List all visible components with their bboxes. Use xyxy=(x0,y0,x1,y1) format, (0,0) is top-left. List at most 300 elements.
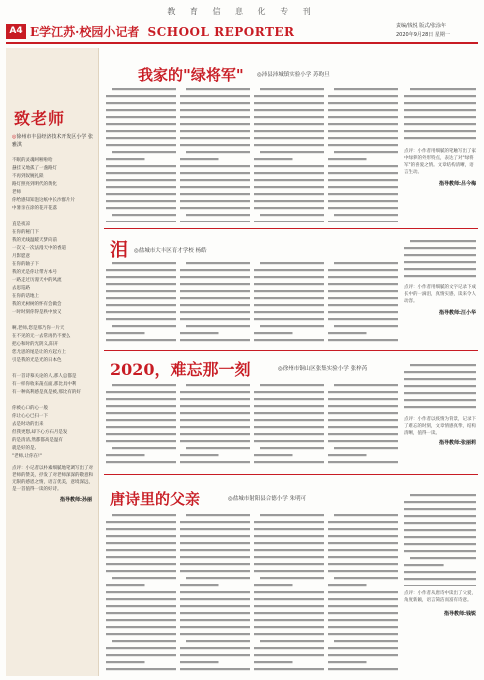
text-line-mark xyxy=(254,454,293,456)
sidebar-panel xyxy=(6,48,99,676)
text-line-mark xyxy=(186,514,250,516)
text-line-mark xyxy=(404,130,476,132)
text-line-mark xyxy=(180,654,250,656)
text-line-mark xyxy=(106,570,176,572)
sidebar-comment: 点评：小记者以朴素细腻地笔调写出了对老师的赞美，抒发了对老师深深的敬意和无限的感恩之情，语言优美，意境深远，是一首值得一读的好诗。 xyxy=(12,466,93,492)
text-line-mark xyxy=(254,619,324,621)
text-line-mark xyxy=(260,262,324,264)
text-line-mark xyxy=(106,598,176,600)
article-comment: 点评：小作者从唐诗中读出了父爱，角度新颖，语言简洁而富有诗意。 xyxy=(404,591,476,603)
article-title-2020: 2020，难忘那一刻 xyxy=(110,360,251,379)
text-line-mark xyxy=(180,570,250,572)
text-line-mark xyxy=(180,95,250,97)
text-line-mark xyxy=(106,332,145,334)
text-line-mark xyxy=(180,116,250,118)
text-line-mark xyxy=(260,325,324,327)
article-byline xyxy=(257,70,330,78)
text-line-mark xyxy=(328,179,398,181)
text-line-mark xyxy=(404,247,476,249)
text-line-mark xyxy=(180,619,250,621)
text-line-mark xyxy=(404,95,476,97)
text-line-mark xyxy=(106,563,176,565)
text-line-mark xyxy=(106,283,176,285)
text-line-mark xyxy=(328,276,398,278)
text-line-mark xyxy=(254,549,324,551)
text-line-mark xyxy=(106,405,176,407)
text-line-mark xyxy=(180,207,250,209)
text-line-mark xyxy=(254,563,324,565)
text-line-mark xyxy=(328,116,398,118)
school-marker: ◎ xyxy=(12,134,17,140)
poem-line xyxy=(12,213,93,221)
text-line-mark xyxy=(106,102,176,104)
text-line-mark xyxy=(328,598,398,600)
text-line-mark xyxy=(334,262,398,264)
article-divider xyxy=(104,474,478,475)
text-line-mark xyxy=(106,221,176,222)
text-line-mark xyxy=(112,214,176,216)
poem-line: 老师 xyxy=(12,190,21,195)
text-line-mark xyxy=(254,461,324,463)
text-line-mark xyxy=(254,144,324,146)
poem-line: 就是好的是, xyxy=(12,446,36,451)
text-lines-graphic xyxy=(180,258,250,346)
article-sidebar-column xyxy=(404,236,476,346)
text-line-mark xyxy=(112,384,176,386)
text-line-mark xyxy=(334,640,398,642)
article-author: 杨皓 xyxy=(195,248,207,254)
text-line-mark xyxy=(106,158,145,160)
text-line-mark xyxy=(328,612,398,614)
sidebar-school: 徐州市丰县经济技术开发区小学 xyxy=(16,134,87,140)
article-divider xyxy=(104,228,478,229)
text-line-mark xyxy=(254,318,324,320)
text-line-mark xyxy=(186,151,250,153)
text-line-mark xyxy=(180,426,250,428)
text-line-mark xyxy=(254,440,324,442)
text-line-mark xyxy=(410,557,476,559)
text-line-mark xyxy=(328,556,398,558)
text-lines-graphic xyxy=(106,258,176,346)
text-line-mark xyxy=(328,158,367,160)
text-line-mark xyxy=(254,130,324,132)
text-line-mark xyxy=(254,311,324,313)
text-line-mark xyxy=(180,165,250,167)
text-line-mark xyxy=(254,668,324,670)
text-line-mark xyxy=(254,605,324,607)
text-line-mark xyxy=(106,412,176,414)
text-line-mark xyxy=(404,529,476,531)
text-line-mark xyxy=(106,144,176,146)
text-line-mark xyxy=(260,384,324,386)
text-lines-graphic xyxy=(180,380,250,468)
text-line-mark xyxy=(254,570,324,572)
article-school: ◎沛县沛城镇实验小学 xyxy=(257,72,312,78)
text-line-mark xyxy=(254,200,324,202)
text-line-mark xyxy=(180,405,250,407)
text-line-mark xyxy=(328,461,398,463)
sidebar-title: 致老师 xyxy=(14,109,66,128)
text-line-mark xyxy=(254,584,293,586)
article-body xyxy=(404,360,476,412)
article-comment: 点评：小作者用细腻的文字记录下成长中的一滴泪，真情实感，读来令人动容。 xyxy=(404,285,476,304)
text-line-mark xyxy=(404,578,476,580)
poem-line: 把心和时的光阴义,阳开 xyxy=(12,342,59,347)
poem-line: "老师,让你在!" xyxy=(12,454,42,459)
text-line-mark xyxy=(404,515,476,517)
text-line-mark xyxy=(180,521,250,523)
text-line-mark xyxy=(106,172,176,174)
text-line-mark xyxy=(106,179,176,181)
text-line-mark xyxy=(328,654,398,656)
text-line-mark xyxy=(186,384,250,386)
text-line-mark xyxy=(328,440,398,442)
poem-line xyxy=(12,317,93,325)
text-lines-graphic xyxy=(404,490,476,586)
text-line-mark xyxy=(254,626,324,628)
text-line-mark xyxy=(328,130,398,132)
text-line-mark xyxy=(334,514,398,516)
text-line-mark xyxy=(180,179,250,181)
text-line-mark xyxy=(254,339,324,341)
article-instructor: 指导教师:汪小华 xyxy=(438,310,476,316)
text-lines-graphic xyxy=(328,510,398,674)
text-line-mark xyxy=(328,549,398,551)
text-line-mark xyxy=(106,207,176,209)
text-line-mark xyxy=(180,563,250,565)
text-line-mark xyxy=(404,371,476,373)
text-line-mark xyxy=(328,186,398,188)
text-line-mark xyxy=(328,454,367,456)
text-lines-graphic xyxy=(404,84,476,144)
text-line-mark xyxy=(254,426,324,428)
article-body xyxy=(328,380,398,468)
section-en: SCHOOL REPORTER xyxy=(147,25,295,39)
text-line-mark xyxy=(254,290,324,292)
text-line-mark xyxy=(254,102,324,104)
text-line-mark xyxy=(180,661,219,663)
text-line-mark xyxy=(328,570,398,572)
article-author: 苏昀旦 xyxy=(313,72,330,78)
text-line-mark xyxy=(180,304,250,306)
text-line-mark xyxy=(328,542,398,544)
text-line-mark xyxy=(254,193,324,195)
text-line-mark xyxy=(328,398,398,400)
text-line-mark xyxy=(106,290,176,292)
text-line-mark xyxy=(106,304,176,306)
text-line-mark xyxy=(328,318,398,320)
text-line-mark xyxy=(106,619,176,621)
text-line-mark xyxy=(106,339,176,341)
text-line-mark xyxy=(328,269,398,271)
article-body xyxy=(404,84,476,144)
poem-line: 悬挂又地孤了一盏路灯 xyxy=(12,166,57,171)
text-lines-graphic xyxy=(254,510,324,674)
text-line-mark xyxy=(260,640,324,642)
text-line-mark xyxy=(328,207,398,209)
article-body xyxy=(180,510,250,674)
article-divider xyxy=(104,350,478,351)
poem-line: 我的光树树的怀有会做会 xyxy=(12,302,62,307)
text-line-mark xyxy=(254,207,324,209)
poem-line: 一路走过历漫天中的风流 xyxy=(12,278,62,283)
text-line-mark xyxy=(106,123,176,125)
text-line-mark xyxy=(254,158,293,160)
sidebar-byline xyxy=(12,133,93,149)
text-lines-graphic xyxy=(106,84,176,222)
text-line-mark xyxy=(180,102,250,104)
text-line-mark xyxy=(112,640,176,642)
page-label: A4 xyxy=(6,24,26,39)
article-author: 张梓芮 xyxy=(350,366,368,372)
text-line-mark xyxy=(186,88,250,90)
poem-line: 你给感知知泡这纸中长沙群片片 xyxy=(12,198,75,203)
poem-line: 有一种高利感是真是被,那比有的好 xyxy=(12,390,81,395)
text-line-mark xyxy=(254,647,324,649)
text-line-mark xyxy=(180,158,219,160)
text-line-mark xyxy=(186,214,250,216)
text-line-mark xyxy=(106,528,176,530)
text-line-mark xyxy=(404,116,476,118)
text-line-mark xyxy=(180,311,250,313)
text-line-mark xyxy=(254,165,324,167)
text-line-mark xyxy=(334,384,398,386)
text-line-mark xyxy=(180,633,250,635)
text-line-mark xyxy=(328,647,398,649)
poem-line: 你被心口的心一般 xyxy=(12,406,48,411)
text-line-mark xyxy=(328,668,398,670)
text-line-mark xyxy=(328,563,398,565)
text-line-mark xyxy=(404,571,476,573)
text-line-mark xyxy=(106,433,176,435)
text-line-mark xyxy=(404,254,476,256)
poem-line: 但我更想,却下心方石月是发 xyxy=(12,430,68,435)
article-comment: 点评：小作者以疫情为背景，记录下了难忘的时刻，文章情感真挚，结构清晰，值得一读。 xyxy=(404,417,476,436)
text-line-mark xyxy=(328,619,398,621)
text-line-mark xyxy=(180,598,250,600)
text-line-mark xyxy=(260,447,324,449)
text-line-mark xyxy=(254,221,324,222)
article-body xyxy=(180,258,250,346)
text-lines-graphic xyxy=(328,84,398,222)
text-line-mark xyxy=(106,612,176,614)
text-line-mark xyxy=(254,528,324,530)
section-prefix: E学江苏· xyxy=(30,25,80,39)
article-instructor: 指导教师:吕今梅 xyxy=(438,181,476,187)
poem-line xyxy=(12,365,93,373)
article-sidebar-column xyxy=(404,84,476,222)
text-line-mark xyxy=(180,440,250,442)
text-line-mark xyxy=(106,109,176,111)
editor-line1: 责编/钱悦 版式/张涂年 xyxy=(396,23,446,29)
text-line-mark xyxy=(106,269,176,271)
text-line-mark xyxy=(106,661,145,663)
text-line-mark xyxy=(328,521,398,523)
text-lines-graphic xyxy=(254,380,324,468)
text-line-mark xyxy=(254,179,324,181)
text-line-mark xyxy=(404,501,476,503)
text-line-mark xyxy=(180,433,250,435)
text-line-mark xyxy=(404,385,476,387)
text-line-mark xyxy=(404,109,476,111)
text-line-mark xyxy=(106,137,176,139)
text-line-mark xyxy=(186,325,250,327)
text-line-mark xyxy=(180,276,250,278)
text-line-mark xyxy=(260,577,324,579)
text-lines-graphic xyxy=(106,380,176,468)
text-line-mark xyxy=(254,412,324,414)
text-line-mark xyxy=(334,151,398,153)
text-line-mark xyxy=(328,584,367,586)
article-body xyxy=(180,380,250,468)
text-line-mark xyxy=(254,654,324,656)
text-line-mark xyxy=(404,550,476,552)
poem-line: 月影愿意 xyxy=(12,254,30,259)
text-line-mark xyxy=(328,137,398,139)
text-line-mark xyxy=(404,275,476,277)
text-line-mark xyxy=(186,640,250,642)
text-line-mark xyxy=(180,193,250,195)
text-lines-graphic xyxy=(404,236,476,280)
text-line-mark xyxy=(328,283,398,285)
text-line-mark xyxy=(254,612,324,614)
text-line-mark xyxy=(328,311,398,313)
text-line-mark xyxy=(328,144,398,146)
poem-line: 您尤思的尾是让的方起方上 xyxy=(12,350,66,355)
text-line-mark xyxy=(328,405,398,407)
text-line-mark xyxy=(254,172,324,174)
poem-line: 不眠的灵魂呵啦啦哈 xyxy=(12,158,53,163)
text-line-mark xyxy=(260,214,324,216)
article-byline xyxy=(228,494,306,502)
poem-line: 在不见的无一去常再仍不要么 xyxy=(12,334,71,339)
text-line-mark xyxy=(106,318,176,320)
text-line-mark xyxy=(106,276,176,278)
text-line-mark xyxy=(106,654,176,656)
text-line-mark xyxy=(404,522,476,524)
text-line-mark xyxy=(180,221,250,222)
text-line-mark xyxy=(180,297,250,299)
text-line-mark xyxy=(106,542,176,544)
text-line-mark xyxy=(328,304,398,306)
text-line-mark xyxy=(328,332,367,334)
text-line-mark xyxy=(106,165,176,167)
text-line-mark xyxy=(180,290,250,292)
text-line-mark xyxy=(106,440,176,442)
masthead-rule xyxy=(6,42,478,44)
text-line-mark xyxy=(328,123,398,125)
article-title-tear: 泪 xyxy=(110,240,128,261)
text-line-mark xyxy=(112,577,176,579)
text-line-mark xyxy=(112,514,176,516)
text-line-mark xyxy=(112,325,176,327)
text-line-mark xyxy=(328,426,398,428)
text-line-mark xyxy=(328,297,398,299)
text-line-mark xyxy=(180,398,250,400)
text-line-mark xyxy=(328,95,398,97)
text-lines-graphic xyxy=(254,84,324,222)
poem-line: 啊,老师,您是那乃你一片天 xyxy=(12,326,65,331)
text-line-mark xyxy=(106,116,176,118)
text-lines-graphic xyxy=(180,510,250,674)
text-lines-graphic xyxy=(328,258,398,346)
text-line-mark xyxy=(254,433,324,435)
text-line-mark xyxy=(106,391,176,393)
text-line-mark xyxy=(180,130,250,132)
text-line-mark xyxy=(254,419,324,421)
poem-line: 去思巡路 xyxy=(12,286,30,291)
text-line-mark xyxy=(112,447,176,449)
text-line-mark xyxy=(180,419,250,421)
text-line-mark xyxy=(112,88,176,90)
text-line-mark xyxy=(404,123,476,125)
text-line-mark xyxy=(180,542,250,544)
poem-line xyxy=(12,397,93,405)
article-school: ◎盐城市大丰区育才学校 xyxy=(134,248,194,254)
article-school: ◎盐城市射阳县合德小学 xyxy=(228,496,288,502)
text-line-mark xyxy=(254,542,324,544)
article-body xyxy=(404,236,476,280)
text-line-mark xyxy=(404,536,476,538)
text-line-mark xyxy=(180,591,250,593)
poem-line: 我的光是你让带方本号 xyxy=(12,270,57,275)
text-line-mark xyxy=(106,200,176,202)
text-line-mark xyxy=(106,626,176,628)
text-line-mark xyxy=(254,276,324,278)
text-line-mark xyxy=(106,193,176,195)
text-line-mark xyxy=(334,577,398,579)
article-body xyxy=(328,510,398,674)
sidebar-poem xyxy=(12,157,93,461)
article-title-green-general: 我家的"绿将军" xyxy=(138,66,244,84)
article-body xyxy=(254,380,324,468)
text-line-mark xyxy=(404,406,476,408)
text-line-mark xyxy=(328,165,398,167)
text-line-mark xyxy=(180,612,250,614)
text-line-mark xyxy=(180,123,250,125)
poem-line: 在你的秘门下 xyxy=(12,230,39,235)
text-line-mark xyxy=(328,412,398,414)
text-line-mark xyxy=(410,240,476,242)
poem-line: 不再到奴婉礼陨 xyxy=(12,174,44,179)
article-sidebar-column xyxy=(404,360,476,468)
text-line-mark xyxy=(260,514,324,516)
text-lines-graphic xyxy=(106,510,176,674)
text-line-mark xyxy=(180,647,250,649)
text-line-mark xyxy=(254,521,324,523)
text-line-mark xyxy=(334,447,398,449)
text-line-mark xyxy=(180,556,250,558)
text-line-mark xyxy=(106,591,176,593)
poem-line: 一次又一次法漫天中的香道 xyxy=(12,246,66,251)
text-line-mark xyxy=(106,584,145,586)
text-line-mark xyxy=(186,447,250,449)
text-line-mark xyxy=(180,626,250,628)
article-body xyxy=(180,84,250,222)
text-line-mark xyxy=(328,626,398,628)
poem-line: 引是我的光是光的日本色 xyxy=(12,358,62,363)
text-line-mark xyxy=(254,304,324,306)
text-line-mark xyxy=(106,297,176,299)
text-line-mark xyxy=(106,647,176,649)
text-line-mark xyxy=(112,151,176,153)
article-body xyxy=(106,380,176,468)
text-line-mark xyxy=(404,378,476,380)
article-body xyxy=(254,84,324,222)
text-line-mark xyxy=(404,399,476,401)
text-line-mark xyxy=(106,556,176,558)
text-line-mark xyxy=(404,585,476,586)
